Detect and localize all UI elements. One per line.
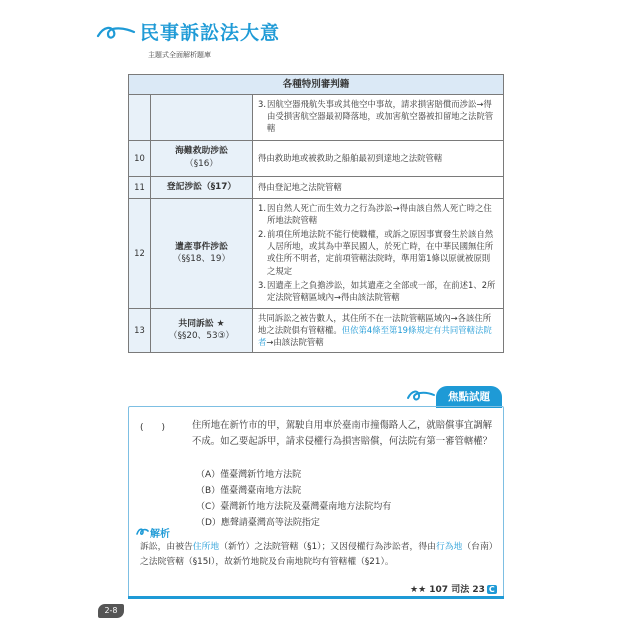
explanation-part: （新竹）之法院管轄（§1）；又因侵權行為涉訟者，得由 xyxy=(219,542,436,552)
swirl-icon xyxy=(96,22,136,44)
highlight-text: 住所地 xyxy=(192,542,220,552)
list-item xyxy=(258,228,497,277)
row-title: 登記涉訟（§17） xyxy=(166,181,237,192)
page-number: 2-8 xyxy=(98,604,124,618)
row-name xyxy=(151,176,253,198)
option-a: （A）僅臺灣新竹地方法院 xyxy=(196,470,302,480)
highlight-text: 行為地 xyxy=(435,542,463,552)
item-number: 2. xyxy=(258,228,266,239)
question-source xyxy=(410,582,497,595)
row-number: 11 xyxy=(129,176,151,198)
book-title: 民事訴訟法大意 xyxy=(140,22,281,44)
row-name xyxy=(151,140,253,176)
row-number: 10 xyxy=(129,140,151,176)
source-text: ★★ 107 司法 23 xyxy=(410,585,485,595)
row-title: 共同訴訟 ★ xyxy=(178,318,225,329)
row-article: （§16） xyxy=(184,159,219,170)
table-row xyxy=(129,176,504,198)
table-row xyxy=(129,95,504,141)
box-bottom-border xyxy=(128,596,504,599)
row-description: 得由登記地之法院管轄 xyxy=(253,176,504,198)
option-c: （C）臺灣新竹地方法院及臺灣臺南地方法院均有 xyxy=(196,502,392,512)
row-description xyxy=(253,95,504,141)
item-text: 前項住所地法院不能行使職權，或訴之原因事實發生於該自然人居所地，或其為中華民國人，於死亡時，在中華民國無住所或住所不明者，定前項管轄法院時，準用第1條以原就被原則之規定 xyxy=(267,228,494,276)
row-name xyxy=(151,309,253,353)
row-name xyxy=(151,198,253,309)
row-number-cell xyxy=(129,95,151,141)
row-article: （§§20、53③） xyxy=(168,331,235,342)
row-text: 共同訴訟之被告數人，其住所不在一法院管轄區域內→各該住所地之法院俱有管轄權。 xyxy=(258,313,492,336)
row-title: 遺產事件涉訟 xyxy=(175,241,228,252)
swirl-icon xyxy=(406,388,436,404)
explain-arrow-icon xyxy=(136,527,149,536)
row-description xyxy=(253,198,504,309)
answer-badge: C xyxy=(488,585,495,594)
item-number: 3. xyxy=(258,279,266,290)
row-number: 13 xyxy=(129,309,151,353)
table-row xyxy=(129,198,504,309)
explanation-text xyxy=(140,540,500,571)
item-text: 因遺產上之負擔涉訟，如其遺產之全部或一部，在前述1、2所定法院管轄區域內→得由該法院管轄 xyxy=(267,279,496,302)
focus-questions-tab: 焦點試題 xyxy=(436,386,502,408)
explanation-part: （台南）之法院管轄（§15Ⅰ），故新竹地院及台南地院均有管轄權（§21）。 xyxy=(140,542,498,568)
table-row xyxy=(129,309,504,353)
row-description xyxy=(253,309,504,353)
row-name-cell xyxy=(151,95,253,141)
explanation-part: 訴訟，由被告 xyxy=(140,542,193,552)
option-b: （B）僅臺灣臺南地方法院 xyxy=(196,486,302,496)
item-text: 因自然人死亡而生效力之行為涉訟→得由該自然人死亡時之住所地法院管轄 xyxy=(267,202,492,225)
list-item xyxy=(258,279,497,303)
table-row xyxy=(129,140,504,176)
row-title: 海難救助涉訟 xyxy=(175,146,228,157)
item-number: 3. xyxy=(258,99,266,109)
row-number: 12 xyxy=(129,198,151,309)
table-title: 各種特別審判籍 xyxy=(129,75,504,95)
question-text: 住所地在新竹市的甲，駕駛自用車於臺南市撞傷路人乙，就賠償事宜調解不成。如乙要起訴甲，請求侵權行為損害賠償，何法院有第一審管轄權？ xyxy=(192,420,493,447)
answer-blank: ( ) xyxy=(140,423,166,433)
row-article: （§§18、19） xyxy=(172,254,231,265)
explanation-label: 解析 xyxy=(150,529,170,540)
option-d: （D）應聲請臺灣高等法院指定 xyxy=(196,518,320,528)
list-item xyxy=(258,202,497,226)
item-number: 1. xyxy=(258,202,266,213)
highlight-text: 但依第4條至第19條規定有共同管轄法院者 xyxy=(258,325,492,348)
item-text: 因航空器飛航失事或其他空中事故，請求損害賠償而涉訟→得由受損害航空器最初降落地，或加害航空器被扣留地之法院管轄 xyxy=(267,99,494,134)
row-text: →由該法院管轄 xyxy=(266,337,324,348)
list-item xyxy=(258,98,497,135)
book-subtitle: 主題式全面解析題庫 xyxy=(148,51,211,59)
table-title-row xyxy=(129,75,504,95)
page-header xyxy=(96,14,356,74)
row-description: 得由救助地或被救助之船舶最初到達地之法院管轄 xyxy=(253,140,504,176)
jurisdiction-table xyxy=(128,74,504,353)
